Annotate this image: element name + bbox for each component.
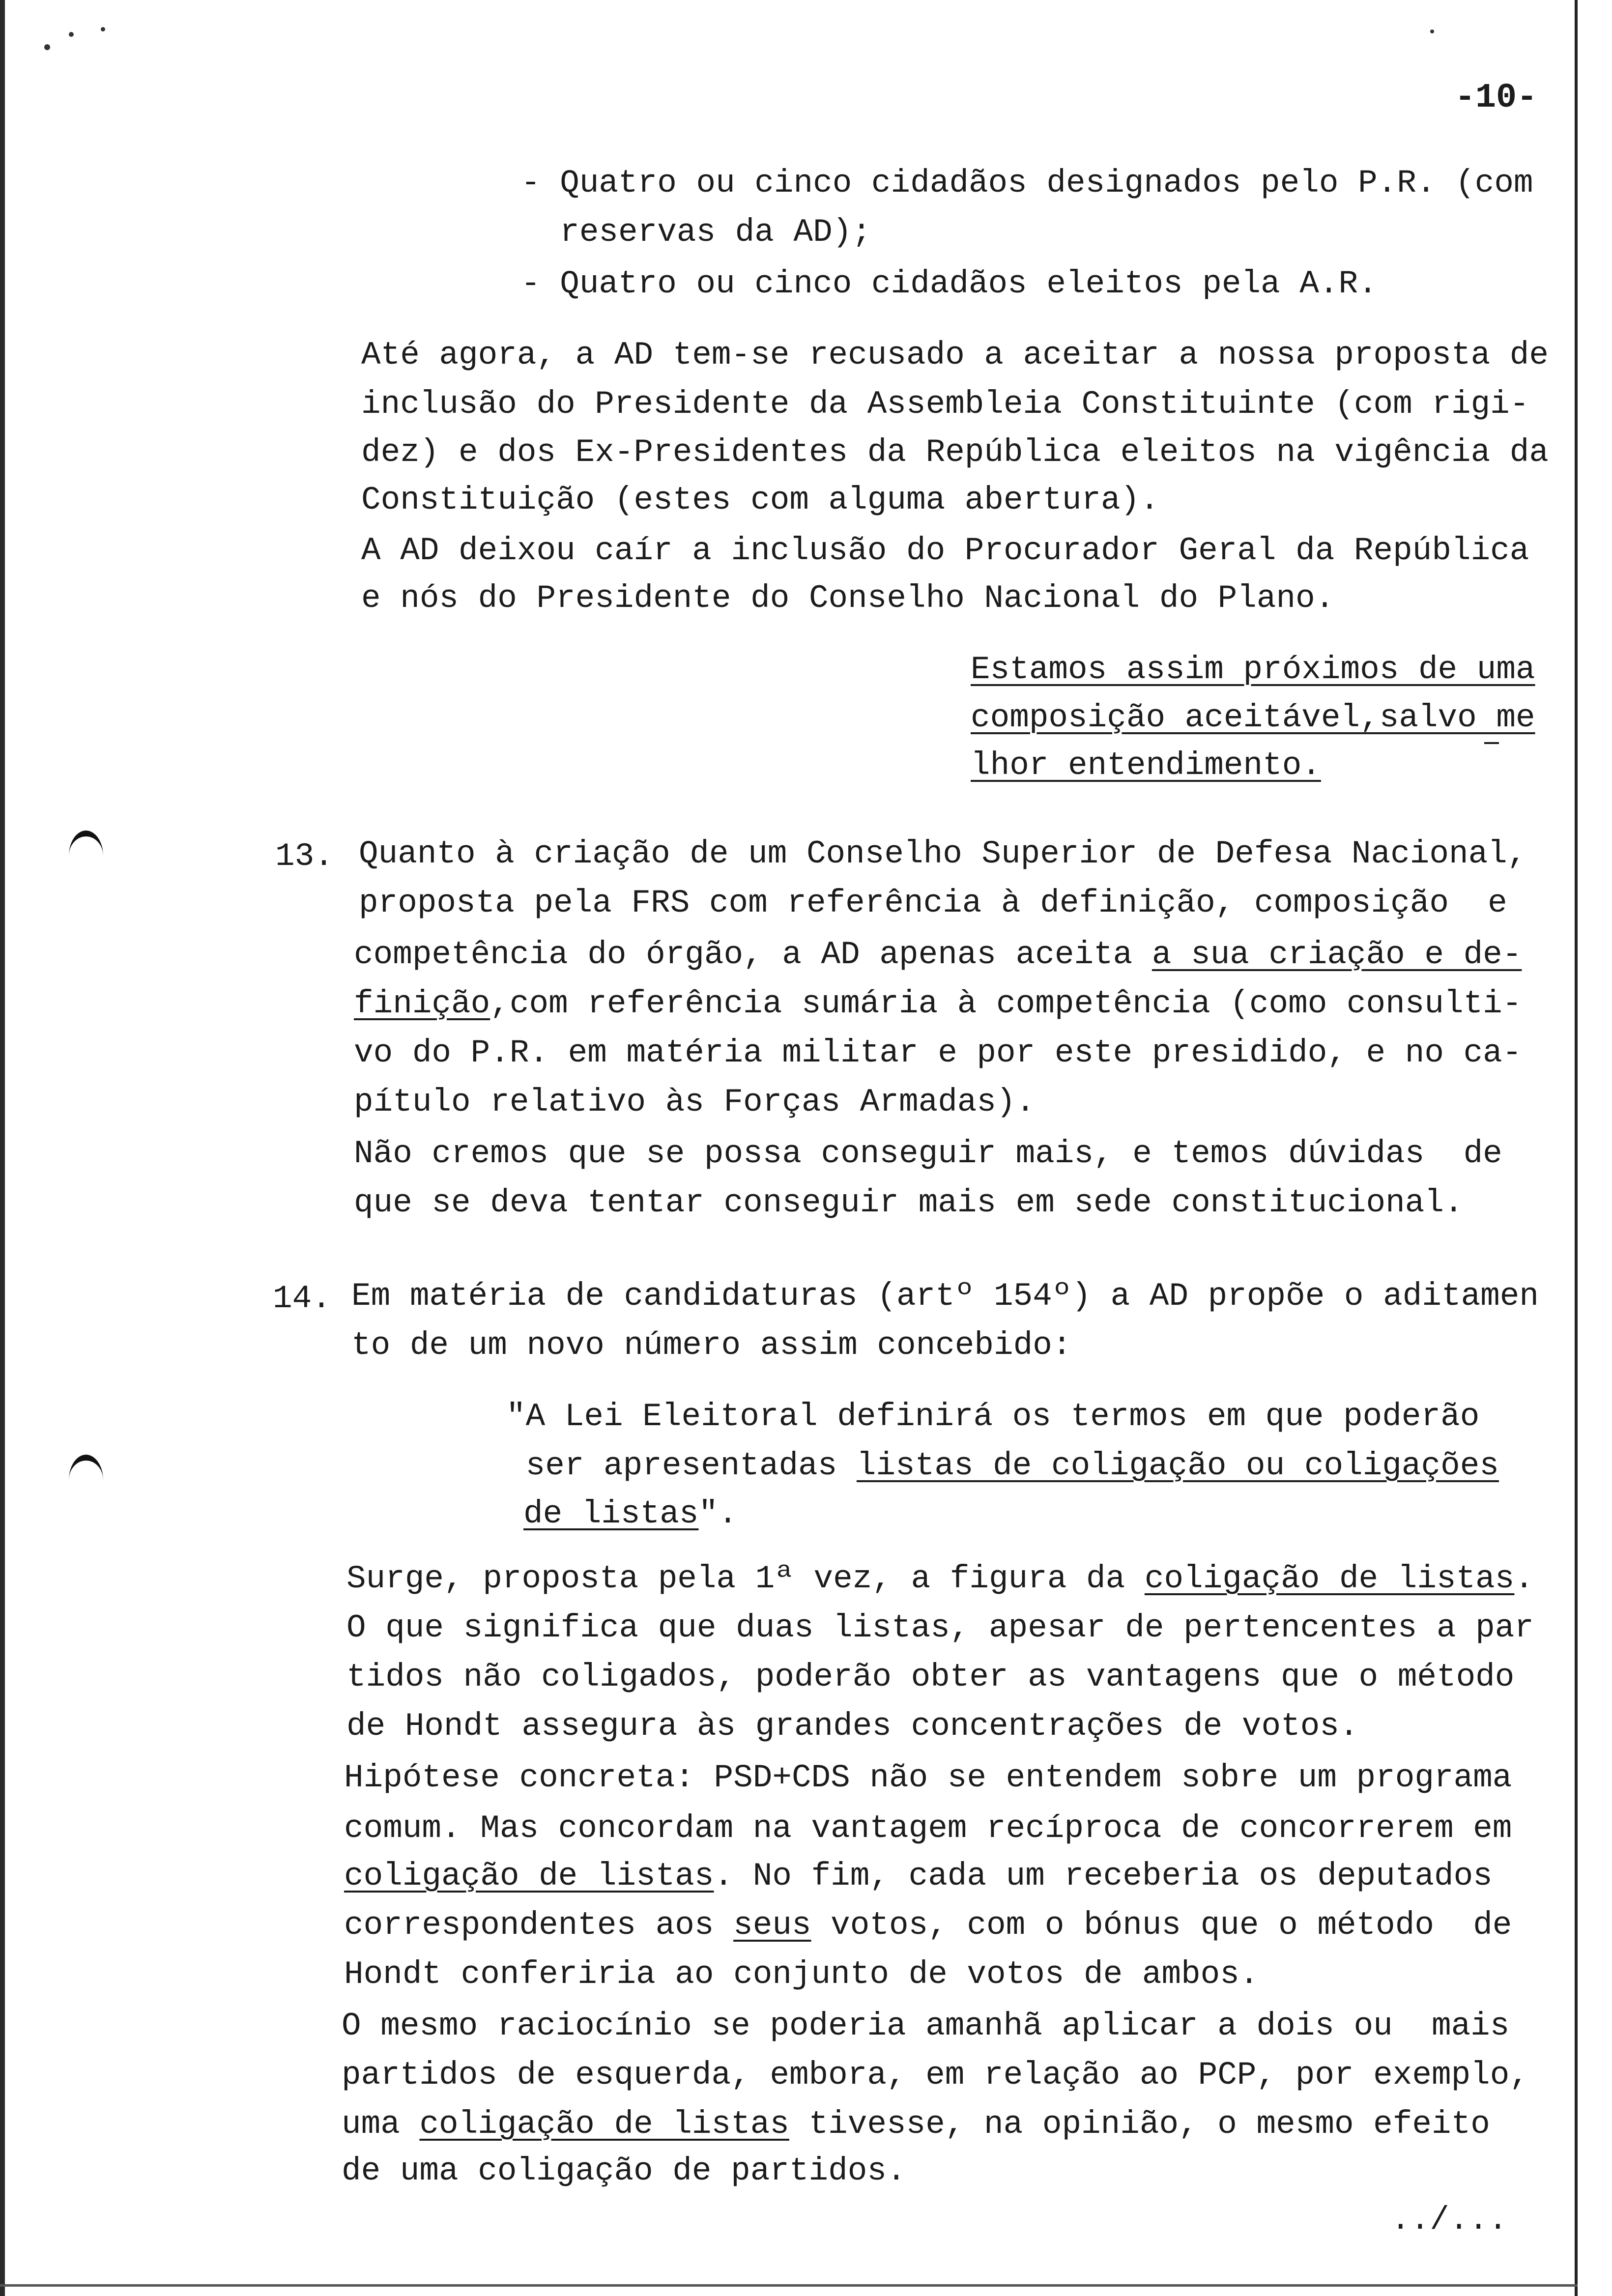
item14-line: to de um novo número assim concebido: [351, 1327, 1072, 1364]
item13-line: que se deva tentar conseguir mais em sede constitucional. [354, 1184, 1464, 1221]
item-number: 14. [273, 1280, 331, 1317]
continuation-mark: ../... [1391, 2202, 1508, 2239]
paragraph-line: Até agora, a AD tem-se recusado a aceitar a nossa proposta de [361, 337, 1549, 373]
scan-speck [69, 32, 74, 37]
item14-text: Surge, proposta pela 1ª vez, a figura da [346, 1560, 1145, 1597]
item14-underlined: coligação de listas [344, 1858, 714, 1894]
item-number: 13. [275, 838, 334, 875]
item14-line: Em matéria de candidaturas (artº 154º) a AD propõe o aditamen [351, 1278, 1539, 1315]
item13-line [354, 936, 1522, 973]
item14-text: tivesse, na opinião, o mesmo efeito [789, 2106, 1490, 2143]
quote-line: "A Lei Eleitoral definirá os termos em que poderão [506, 1398, 1480, 1435]
item14-line: tidos não coligados, poderão obter as vantagens que o método [346, 1659, 1515, 1695]
item13-line [354, 985, 1522, 1022]
hyphen-mark [1484, 742, 1499, 744]
note-line: Estamos assim próximos de uma [971, 651, 1535, 688]
note-line: lhor entendimento. [971, 747, 1321, 784]
item14-line: O que significa que duas listas, apesar de pertencentes a par [346, 1609, 1534, 1646]
item14-underlined: coligação de listas [419, 2106, 789, 2143]
item13-line: proposta pela FRS com referência à definição, composição e [359, 885, 1507, 921]
item13-line: Quanto à criação de um Conselho Superior de Defesa Nacional, [359, 835, 1527, 872]
quote-line [523, 1495, 738, 1532]
item14-line [342, 2108, 1490, 2141]
paragraph-line: e nós do Presidente do Conselho Nacional do Plano. [361, 580, 1335, 617]
quote-text: ". [698, 1495, 738, 1532]
item14-line: de uma coligação de partidos. [342, 2152, 906, 2189]
item13-line: vo do P.R. em matéria militar e por este presidido, e no ca- [354, 1034, 1522, 1071]
scan-bottom-edge [0, 2284, 1578, 2287]
scan-left-edge [0, 0, 5, 2296]
item14-text: . No fim, cada um receberia os deputados [714, 1858, 1493, 1894]
paragraph-line: inclusão do Presidente da Assembleia Constituinte (com rigi- [361, 386, 1529, 423]
bullet-line: - Quatro ou cinco cidadãos designados pelo P.R. (com [521, 165, 1533, 201]
item14-text: votos, com o bónus que o método de [811, 1907, 1512, 1944]
scan-right-edge [1575, 0, 1578, 2296]
item14-text: correspondentes aos [344, 1907, 734, 1944]
scan-speck [44, 44, 50, 50]
item14-line: de Hondt assegura às grandes concentrações de votos. [346, 1708, 1359, 1745]
item13-text: ,com referência sumária à competência (como consulti- [490, 985, 1522, 1022]
punch-hole-mark [69, 831, 103, 856]
item14-text: . [1514, 1560, 1534, 1597]
bullet-line: reservas da AD); [521, 214, 871, 251]
item14-line: O mesmo raciocínio se poderia amanhã aplicar a dois ou mais [342, 2008, 1510, 2044]
item14-line [346, 1560, 1534, 1597]
quote-underlined: listas de coligação ou coligações [856, 1447, 1499, 1484]
bullet-line: - Quatro ou cinco cidadãos eleitos pela A.R. [521, 265, 1378, 302]
paragraph-line: Constituição (estes com alguma abertura). [361, 482, 1159, 518]
item14-text: uma [342, 2106, 420, 2143]
paragraph-line: dez) e dos Ex-Presidentes da República eleitos na vigência da [361, 434, 1549, 471]
note-line: composição aceitável,salvo me [971, 699, 1535, 736]
quote-line [506, 1447, 1499, 1484]
page-number: -10- [1455, 79, 1538, 117]
item14-line [344, 1909, 1512, 1942]
scan-speck [1430, 29, 1434, 33]
item14-underlined: seus [733, 1907, 811, 1944]
item13-underlined: finição [354, 985, 490, 1022]
quote-underlined: de listas [523, 1495, 699, 1532]
item14-line [344, 1860, 1493, 1893]
punch-hole-mark [69, 1455, 103, 1480]
item13-text: competência do órgão, a AD apenas aceita [354, 936, 1152, 973]
paragraph-line: A AD deixou caír a inclusão do Procurador Geral da República [361, 532, 1529, 569]
item14-line: comum. Mas concordam na vantagem recíproca de concorrerem em [344, 1810, 1512, 1847]
item13-underlined: a sua criação e de- [1151, 936, 1522, 973]
item13-line: Não cremos que se possa conseguir mais, e temos dúvidas de [354, 1135, 1502, 1172]
item13-line: pítulo relativo às Forças Armadas). [354, 1084, 1036, 1120]
scan-speck [101, 27, 105, 31]
item14-underlined: coligação de listas [1144, 1560, 1515, 1597]
quote-text: ser apresentadas [506, 1447, 857, 1484]
item14-line: Hondt conferiria ao conjunto de votos de ambos. [344, 1956, 1259, 1993]
item14-line: partidos de esquerda, embora, em relação ao PCP, por exemplo, [342, 2057, 1529, 2094]
item14-line: Hipótese concreta: PSD+CDS não se entendem sobre um programa [344, 1759, 1512, 1796]
